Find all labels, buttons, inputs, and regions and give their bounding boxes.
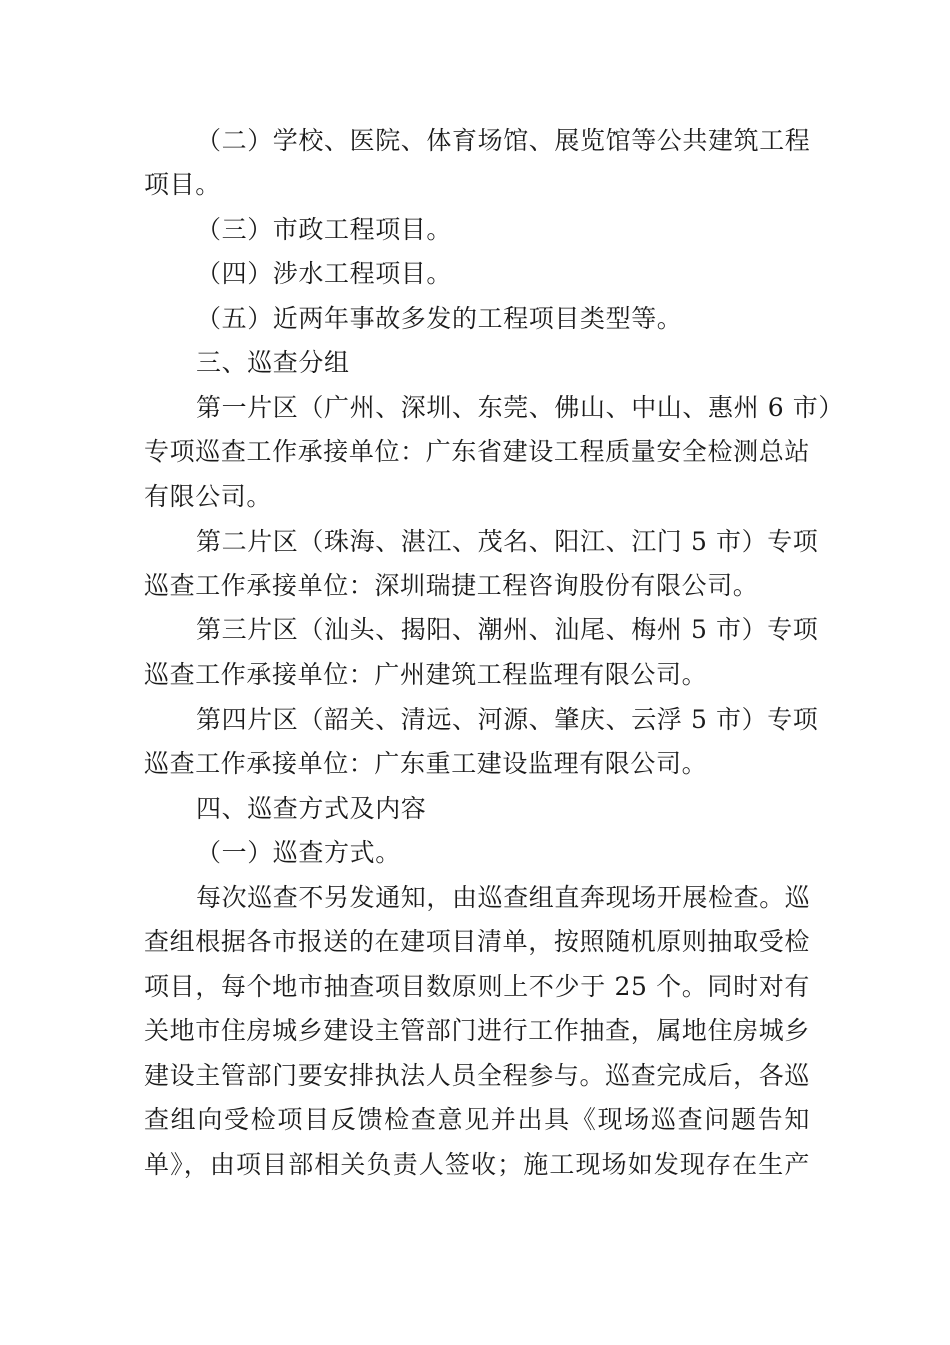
text-line: （五）近两年事故多发的工程项目类型等。 [196,304,683,333]
text-line: 巡查工作承接单位：深圳瑞捷工程咨询股份有限公司。 [144,571,759,600]
text-line: 第四片区（韶关、清远、河源、肇庆、云浮 5 市）专项 [196,705,819,734]
text-line: （四）涉水工程项目。 [196,259,453,288]
text-line: 专项巡查工作承接单位：广东省建设工程质量安全检测总站 [144,437,810,466]
text-line: 建设主管部门要安排执法人员全程参与。巡查完成后，各巡 [144,1061,810,1090]
subsection-heading: （一）巡查方式。 [196,838,401,867]
text-line: 查组根据各市报送的在建项目清单，按照随机原则抽取受检 [144,927,810,956]
text-line: 项目，每个地市抽查项目数原则上不少于 25 个。同时对有 [144,972,810,1001]
text-line: 关地市住房城乡建设主管部门进行工作抽查，属地住房城乡 [144,1016,810,1045]
text-line: 第一片区（广州、深圳、东莞、佛山、中山、惠州 6 市） [196,393,845,422]
text-line: 第二片区（珠海、湛江、茂名、阳江、江门 5 市）专项 [196,527,819,556]
text-line: （二）学校、医院、体育场馆、展览馆等公共建筑工程 [196,126,811,155]
text-line: 第三片区（汕头、揭阳、潮州、汕尾、梅州 5 市）专项 [196,615,819,644]
text-line: 有限公司。 [144,482,273,511]
text-line: 巡查工作承接单位：广州建筑工程监理有限公司。 [144,660,708,689]
text-line: 查组向受检项目反馈检查意见并出具《现场巡查问题告知 [144,1105,810,1134]
text-line: （三）市政工程项目。 [196,215,453,244]
section-heading: 四、巡查方式及内容 [196,794,427,823]
text-line: 每次巡查不另发通知，由巡查组直奔现场开展检查。巡 [196,883,811,912]
section-heading: 三、巡查分组 [196,348,350,377]
text-line: 单》，由项目部相关负责人签收；施工现场如发现存在生产 [144,1150,810,1179]
text-line: 巡查工作承接单位：广东重工建设监理有限公司。 [144,749,708,778]
text-line: 项目。 [144,170,221,199]
